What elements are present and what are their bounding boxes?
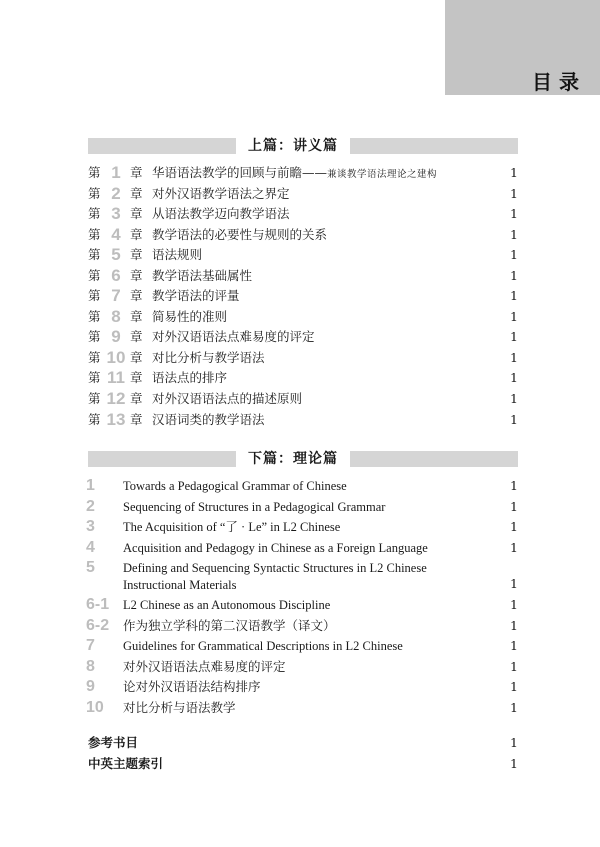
- article-title: Defining and Sequencing Syntactic Structures in L2 Chinese Instructional Materials: [123, 561, 427, 593]
- toc-entry[interactable]: 第 2 章 对外汉语教学语法之界定 1: [88, 183, 518, 203]
- article-title: Acquisition and Pedagogy in Chinese as a Foreign Language: [123, 540, 428, 555]
- toc-entry[interactable]: 第 5 章 语法规则 1: [88, 245, 518, 265]
- article-number: 2: [86, 497, 95, 515]
- toc-entry[interactable]: 第 7 章 教学语法的评量 1: [88, 286, 518, 306]
- chapter-number: 9: [111, 327, 121, 347]
- page-number: 1: [510, 735, 518, 750]
- toc-entry[interactable]: [88, 497, 518, 518]
- page-number: 1: [510, 539, 518, 555]
- chapter-title: 教学语法基础属性: [152, 267, 253, 283]
- toc-entry[interactable]: [88, 677, 518, 698]
- chapter-title: 语法点的排序: [152, 370, 228, 386]
- page-number: 1: [510, 597, 518, 613]
- part1-title: 上篇：讲义篇: [236, 135, 350, 157]
- chapter-title: 华语语法教学的回顾与前瞻——: [152, 165, 328, 180]
- page-number: 1: [510, 165, 518, 180]
- page-number: 1: [510, 576, 518, 592]
- toc-entry[interactable]: [88, 476, 518, 497]
- index-label: 中英主题索引: [88, 755, 164, 771]
- article-title: 论对外汉语语法结构排序: [123, 680, 261, 695]
- chapter-title: 教学语法的必要性与规则的关系: [152, 226, 328, 242]
- page-number: 1: [510, 308, 518, 324]
- article-title: Sequencing of Structures in a Pedagogical Grammar: [123, 499, 386, 514]
- toc-entry[interactable]: [88, 558, 518, 595]
- page-title: 目录: [532, 70, 586, 94]
- toc-entry[interactable]: 第 4 章 教学语法的必要性与规则的关系 1: [88, 224, 518, 244]
- page-number: 1: [510, 370, 518, 386]
- toc-entry[interactable]: 第 10 章 对比分析与教学语法 1: [88, 347, 518, 367]
- page-number: 1: [510, 329, 518, 345]
- chapter-subtitle: 兼谈教学语法理论之建构: [327, 169, 438, 180]
- page-number: 1: [510, 349, 518, 365]
- article-title: L2 Chinese as an Autonomous Discipline: [123, 598, 331, 613]
- article-number: 9: [86, 678, 95, 696]
- part1-chapter-list: [88, 163, 518, 430]
- chapter-title: 对外汉语语法点难易度的评定: [152, 329, 315, 345]
- chapter-number: 12: [106, 389, 126, 409]
- article-number: 8: [86, 657, 95, 675]
- page-number: 1: [510, 519, 518, 535]
- article-title: 对比分析与语法教学: [123, 700, 236, 715]
- page-number: 1: [510, 755, 518, 771]
- page-number: 1: [510, 267, 518, 283]
- toc-entry[interactable]: 第 13 章 汉语词类的教学语法 1: [88, 409, 518, 429]
- chapter-number: 11: [107, 368, 125, 388]
- chapter-title: 对外汉语语法点的描述原则: [152, 391, 303, 407]
- page-number: 1: [510, 391, 518, 407]
- toc-entry[interactable]: [88, 538, 518, 559]
- toc-entry[interactable]: 第 12 章 对外汉语语法点的描述原则 1: [88, 389, 518, 409]
- page-number: 1: [510, 478, 518, 493]
- page-number: 1: [510, 288, 518, 304]
- page-number: 1: [510, 699, 518, 715]
- article-title: 作为独立学科的第二汉语教学（译文）: [123, 618, 336, 633]
- chapter-title: 从语法教学迈向教学语法: [152, 206, 290, 222]
- references-entry[interactable]: [88, 733, 518, 754]
- chapter-number: 5: [111, 245, 121, 265]
- article-title: The Acquisition of “了 · Le” in L2 Chinese: [123, 520, 341, 535]
- references-label: 参考书目: [88, 735, 139, 750]
- chapter-title: 汉语词类的教学语法: [152, 411, 265, 427]
- title-tab: [445, 0, 600, 95]
- page-number: 1: [510, 679, 518, 695]
- chapter-title: 教学语法的评量: [152, 288, 240, 304]
- part2-title: 下篇：理论篇: [236, 448, 350, 470]
- toc-entry[interactable]: [88, 517, 518, 538]
- page-number: 1: [510, 411, 518, 427]
- chapter-number: 2: [111, 183, 121, 203]
- chapter-title: 对外汉语教学语法之界定: [152, 185, 290, 201]
- article-title: 对外汉语语法点难易度的评定: [123, 659, 286, 674]
- article-number: 4: [86, 538, 95, 556]
- chapter-title: 对比分析与教学语法: [152, 349, 265, 365]
- toc-entry[interactable]: 第 8 章 简易性的准则 1: [88, 306, 518, 326]
- back-matter: [88, 733, 518, 774]
- toc-entry[interactable]: [88, 616, 518, 637]
- article-number: 10: [86, 698, 104, 716]
- page-number: 1: [510, 185, 518, 201]
- article-number: 5: [86, 559, 95, 577]
- toc-entry[interactable]: [88, 636, 518, 657]
- page-number: 1: [510, 206, 518, 222]
- chapter-number: 7: [111, 286, 121, 306]
- chapter-number: 8: [111, 306, 121, 326]
- part2-header: [88, 451, 518, 467]
- chapter-title: 简易性的准则: [152, 308, 228, 324]
- toc-entry[interactable]: 第 6 章 教学语法基础属性 1: [88, 265, 518, 285]
- article-number: 3: [86, 518, 95, 536]
- page-number: 1: [510, 617, 518, 633]
- toc-entry[interactable]: 第 11 章 语法点的排序 1: [88, 368, 518, 388]
- chapter-number: 1: [111, 163, 121, 182]
- chapter-number: 13: [106, 409, 126, 429]
- page-number: 1: [510, 498, 518, 514]
- toc-entry[interactable]: [88, 657, 518, 678]
- toc-entry[interactable]: [88, 698, 518, 719]
- toc-entry[interactable]: 第 1 章 华语语法教学的回顾与前瞻——兼谈教学语法理论之建构 1: [88, 163, 518, 182]
- article-title: Guidelines for Grammatical Descriptions in L2 Chinese: [123, 639, 403, 654]
- page-number: 1: [510, 247, 518, 263]
- article-number: 6-1: [86, 596, 110, 614]
- article-number: 7: [86, 637, 95, 655]
- page-number: 1: [510, 226, 518, 242]
- page-number: 1: [510, 638, 518, 654]
- toc-entry[interactable]: 第 3 章 从语法教学迈向教学语法 1: [88, 204, 518, 224]
- page-number: 1: [510, 658, 518, 674]
- toc-entry[interactable]: [88, 595, 518, 616]
- toc-entry[interactable]: 第 9 章 对外汉语语法点难易度的评定 1: [88, 327, 518, 347]
- chapter-number: 3: [111, 204, 121, 224]
- article-number: 6-2: [86, 616, 110, 634]
- chapter-title: 语法规则: [152, 247, 203, 263]
- chapter-number: 10: [106, 347, 126, 367]
- part2-article-list: [88, 476, 518, 718]
- chapter-number: 6: [111, 265, 121, 285]
- article-title: Towards a Pedagogical Grammar of Chinese: [123, 479, 347, 493]
- article-number: 1: [86, 477, 95, 494]
- chapter-number: 4: [111, 224, 121, 244]
- index-entry[interactable]: [88, 754, 518, 775]
- part1-header: [88, 138, 518, 154]
